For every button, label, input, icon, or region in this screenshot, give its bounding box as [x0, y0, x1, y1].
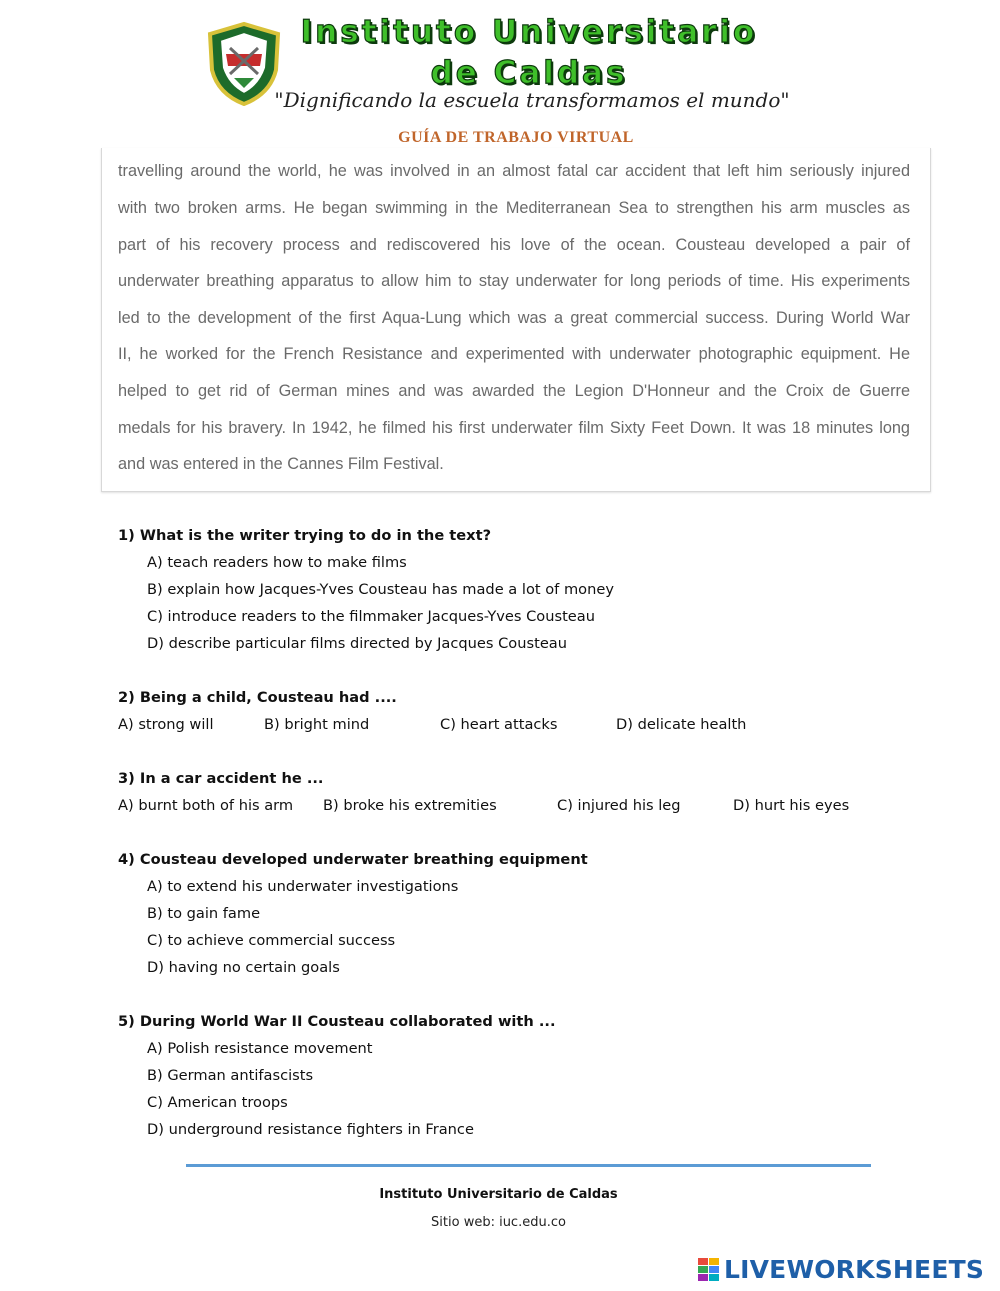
- liveworksheets-logo-icon: [698, 1258, 720, 1282]
- reading-line: travelling around the world, he was involved in an almost fatal car accident that left him seriously injured: [118, 162, 910, 180]
- reading-line: underwater breathing apparatus to allow him to stay underwater for long periods of time. His experiments: [118, 272, 910, 290]
- question-5-prompt: 5) During World War II Cousteau collaborated with ...: [118, 1013, 556, 1030]
- footer-divider: [186, 1164, 871, 1167]
- reading-line: led to the development of the first Aqua-Lung which was a great commercial success. During World War: [118, 309, 910, 327]
- reading-line: medals for his bravery. In 1942, he filmed his first underwater film Sixty Feet Down. It was 18 minutes long: [118, 419, 910, 437]
- question-2-prompt: 2) Being a child, Cousteau had ....: [118, 689, 397, 706]
- question-3-option-d[interactable]: D) hurt his eyes: [733, 797, 850, 814]
- reading-line: II, he worked for the French Resistance and experimented with underwater photographic equipment. He: [118, 345, 910, 363]
- question-1-option-d[interactable]: D) describe particular films directed by Jacques Cousteau: [147, 635, 567, 652]
- question-4-option-b[interactable]: B) to gain fame: [147, 905, 261, 922]
- reading-line: with two broken arms. He began swimming in the Mediterranean Sea to strengthen his arm muscles as: [118, 199, 910, 217]
- reading-line: helped to get rid of German mines and was awarded the Legion D'Honneur and the Croix de Guerre: [118, 382, 910, 400]
- reading-passage: [101, 148, 931, 492]
- question-3-option-b[interactable]: B) broke his extremities: [323, 797, 497, 814]
- question-5-option-d[interactable]: D) underground resistance fighters in France: [147, 1121, 474, 1138]
- question-2-option-d[interactable]: D) delicate health: [616, 716, 747, 733]
- question-2-option-a[interactable]: A) strong will: [118, 716, 214, 733]
- question-5-option-b[interactable]: B) German antifascists: [147, 1067, 314, 1084]
- question-1-option-a[interactable]: A) teach readers how to make films: [147, 554, 407, 571]
- question-4-prompt: 4) Cousteau developed underwater breathing equipment: [118, 851, 588, 868]
- question-1-option-c[interactable]: C) introduce readers to the filmmaker Jacques-Yves Cousteau: [147, 608, 595, 625]
- institution-motto: "Dignificando la escuela transformamos el mundo": [274, 88, 790, 112]
- footer-website: Sitio web: iuc.edu.co: [431, 1215, 566, 1230]
- question-4-option-c[interactable]: C) to achieve commercial success: [147, 932, 396, 949]
- institution-name-line1: Instituto Universitario: [300, 14, 758, 50]
- guide-title: GUÍA DE TRABAJO VIRTUAL: [398, 129, 634, 146]
- reading-line: part of his recovery process and rediscovered his love of the ocean. Cousteau developed a pair of: [118, 236, 910, 254]
- liveworksheets-watermark[interactable]: [698, 1256, 994, 1286]
- liveworksheets-wordmark: LIVEWORKSHEETS: [724, 1255, 985, 1284]
- question-1-prompt: 1) What is the writer trying to do in the text?: [118, 527, 492, 544]
- institution-name-line2: de Caldas: [430, 55, 628, 91]
- question-2-option-c[interactable]: C) heart attacks: [440, 716, 558, 733]
- footer-institution-name: Instituto Universitario de Caldas: [379, 1187, 618, 1202]
- question-2-option-b[interactable]: B) bright mind: [264, 716, 370, 733]
- question-5-option-c[interactable]: C) American troops: [147, 1094, 288, 1111]
- question-3-prompt: 3) In a car accident he ...: [118, 770, 324, 787]
- reading-line: and was entered in the Cannes Film Festival.: [118, 455, 444, 473]
- question-3-option-c[interactable]: C) injured his leg: [557, 797, 681, 814]
- question-3-option-a[interactable]: A) burnt both of his arm: [118, 797, 294, 814]
- question-4-option-a[interactable]: A) to extend his underwater investigations: [147, 878, 459, 895]
- question-1-option-b[interactable]: B) explain how Jacques-Yves Cousteau has made a lot of money: [147, 581, 614, 598]
- question-4-option-d[interactable]: D) having no certain goals: [147, 959, 340, 976]
- question-5-option-a[interactable]: A) Polish resistance movement: [147, 1040, 373, 1057]
